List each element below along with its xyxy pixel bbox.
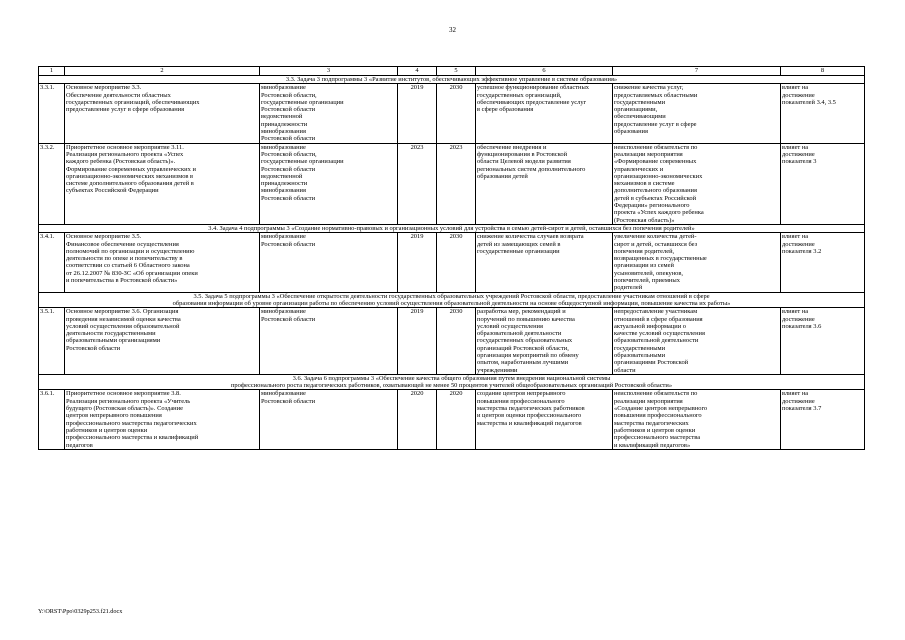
end-year-cell: 2030 — [437, 84, 476, 143]
end-year-cell: 2030 — [437, 308, 476, 375]
column-number: 5 — [437, 67, 476, 76]
expected-result-cell: создание центров непрерывного повышения профессионального мастерства педагогических работников и центров оценки профессионального мастерства и квалификаций педагогов — [476, 390, 613, 449]
executor-cell: минобразование Ростовской области, государственные организации Ростовской области ведомственной принадлежности минобразования Ростовской области — [260, 143, 398, 224]
start-year-cell: 2023 — [398, 143, 437, 224]
indicator-link-cell: влияет на достижение показателя 3 — [781, 143, 865, 224]
page-number: 32 — [449, 26, 456, 34]
measures-table — [38, 66, 865, 450]
column-number: 2 — [65, 67, 260, 76]
table-row — [39, 233, 865, 292]
task-title: 3.6. Задача 6 подпрограммы 3 «Обеспечение качества общего образования путем внедрения национальной системы профессионального роста педагогических работников, охватывающей не менее 50 процентов учителей общеобразовательных организаций Ростовской области» — [39, 374, 865, 390]
executor-cell: минобразование Ростовской области — [260, 308, 398, 375]
column-number: 7 — [613, 67, 781, 76]
row-number-cell: 3.6.1. — [39, 390, 65, 449]
task-title: 3.3. Задача 3 подпрограммы 3 «Развитие институтов, обеспечивающих эффективное управление в системе образования» — [39, 76, 865, 84]
table-row — [39, 143, 865, 224]
start-year-cell: 2019 — [398, 84, 437, 143]
end-year-cell: 2020 — [437, 390, 476, 449]
column-numbers-row — [39, 67, 865, 76]
task-title: 3.5. Задача 5 подпрограммы 3 «Обеспечение открытости деятельности государственных образовательных учреждений Ростовской области, предоставление участникам отношений в сфере образования информации об уровне организации работы по обеспечению условий осуществления образовательной деятельности на основе общедоступной информации, повышение качества их работы» — [39, 292, 865, 308]
expected-result-cell: успешное функционирование областных государственных организаций, обеспечивающих предоставление услуг в сфере образования — [476, 84, 613, 143]
end-year-cell: 2023 — [437, 143, 476, 224]
task-header-row — [39, 292, 865, 308]
row-number-cell: 3.4.1. — [39, 233, 65, 292]
column-number: 8 — [781, 67, 865, 76]
consequence-cell: неисполнение обязательств по реализации мероприятия «Создание центров непрерывного повышения профессионального мастерства педагогических работников и центров оценки профессионального мастерства и квалификаций педагогов» — [613, 390, 781, 449]
expected-result-cell: разработка мер, рекомендаций и поручений по повышению качества условий осуществления образовательной деятельности государственных образовательных организаций Ростовской области, организация мероприятий по обмену опытом, наработанным лучшими учреждениями — [476, 308, 613, 375]
row-number-cell: 3.3.1. — [39, 84, 65, 143]
table-row — [39, 390, 865, 449]
column-number: 6 — [476, 67, 613, 76]
consequence-cell: снижение качества услуг, предоставляемых областными государственными организациями, обеспечивающими предоставление услуг в сфере образования — [613, 84, 781, 143]
measure-name-cell: Основное мероприятие 3.5. Финансовое обеспечение осуществления полномочий по организации и осуществлению деятельности по опеке и попечительству в соответствии со статьей 6 Областного закона от 26.12.2007 № 830-ЗС «Об организации опеки и попечительства в Ростовской области» — [65, 233, 260, 292]
consequence-cell: увеличение количества детей- сирот и детей, оставшихся без попечения родителей, возвращенных в государственные организации из семей усыновителей, опекунов, попечителей, приемных родителей — [613, 233, 781, 292]
start-year-cell: 2019 — [398, 308, 437, 375]
executor-cell: минобразование Ростовской области — [260, 233, 398, 292]
measure-name-cell: Приоритетное основное мероприятие 3.11. Реализация регионального проекта «Успех каждого ребенка (Ростовская область)». Формирование современных управленческих и организационно-экономических механизмов в системе дополнительного образования детей в субъектах Российской Федерации — [65, 143, 260, 224]
task-header-row — [39, 76, 865, 84]
consequence-cell: непредоставление участникам отношений в сфере образования актуальной информации о качестве условий осуществления образовательной деятельности государственными образовательными организациями Ростовской области — [613, 308, 781, 375]
measure-name-cell: Основное мероприятие 3.3. Обеспечение деятельности областных государственных организаций, обеспечивающих предоставление услуг в сфере образования — [65, 84, 260, 143]
task-header-row — [39, 374, 865, 390]
table-row — [39, 84, 865, 143]
start-year-cell: 2019 — [398, 233, 437, 292]
indicator-link-cell: влияет на достижение показателей 3.4, 3.5 — [781, 84, 865, 143]
row-number-cell: 3.5.1. — [39, 308, 65, 375]
end-year-cell: 2030 — [437, 233, 476, 292]
task-title: 3.4. Задача 4 подпрограммы 3 «Создание нормативно-правовых и организационных условий для устройства в семью детей-сирот и детей, оставшихся без попечения родителей» — [39, 224, 865, 232]
table-row — [39, 308, 865, 375]
file-path-footer: Y:\ORST\Ppo\0329p253.f21.docx — [38, 608, 123, 615]
column-number: 1 — [39, 67, 65, 76]
table-body — [39, 67, 865, 450]
measure-name-cell: Приоритетное основное мероприятие 3.8. Реализация регионального проекта «Учитель будущего (Ростовская область)». Создание центров непрерывного повышения профессионального мастерства педагогических работников и центров оценки профессионального мастерства и квалификаций педагогов — [65, 390, 260, 449]
consequence-cell: неисполнение обязательств по реализации мероприятия «Формирование современных управленческих и организационно-экономических механизмов в системе дополнительного образования детей в субъектах Российской Федерации» регионального проекта «Успех каждого ребенка (Ростовская область)» — [613, 143, 781, 224]
task-header-row — [39, 224, 865, 232]
executor-cell: минобразование Ростовской области — [260, 390, 398, 449]
column-number: 4 — [398, 67, 437, 76]
indicator-link-cell: влияет на достижение показателя 3.6 — [781, 308, 865, 375]
indicator-link-cell: влияет на достижение показателя 3.2 — [781, 233, 865, 292]
expected-result-cell: обеспечение внедрения и функционирования в Ростовской области Целевой модели развития региональных систем дополнительного образования детей — [476, 143, 613, 224]
expected-result-cell: снижение количества случаев возврата детей из замещающих семей в государственные организации — [476, 233, 613, 292]
column-number: 3 — [260, 67, 398, 76]
executor-cell: минобразование Ростовской области, государственные организации Ростовской области ведомственной принадлежности минобразования Ростовской области — [260, 84, 398, 143]
indicator-link-cell: влияет на достижение показателя 3.7 — [781, 390, 865, 449]
start-year-cell: 2020 — [398, 390, 437, 449]
measure-name-cell: Основное мероприятие 3.6. Организация проведения независимой оценки качества условий осуществления образовательной деятельности государственными образовательными организациями Ростовской области — [65, 308, 260, 375]
row-number-cell: 3.3.2. — [39, 143, 65, 224]
